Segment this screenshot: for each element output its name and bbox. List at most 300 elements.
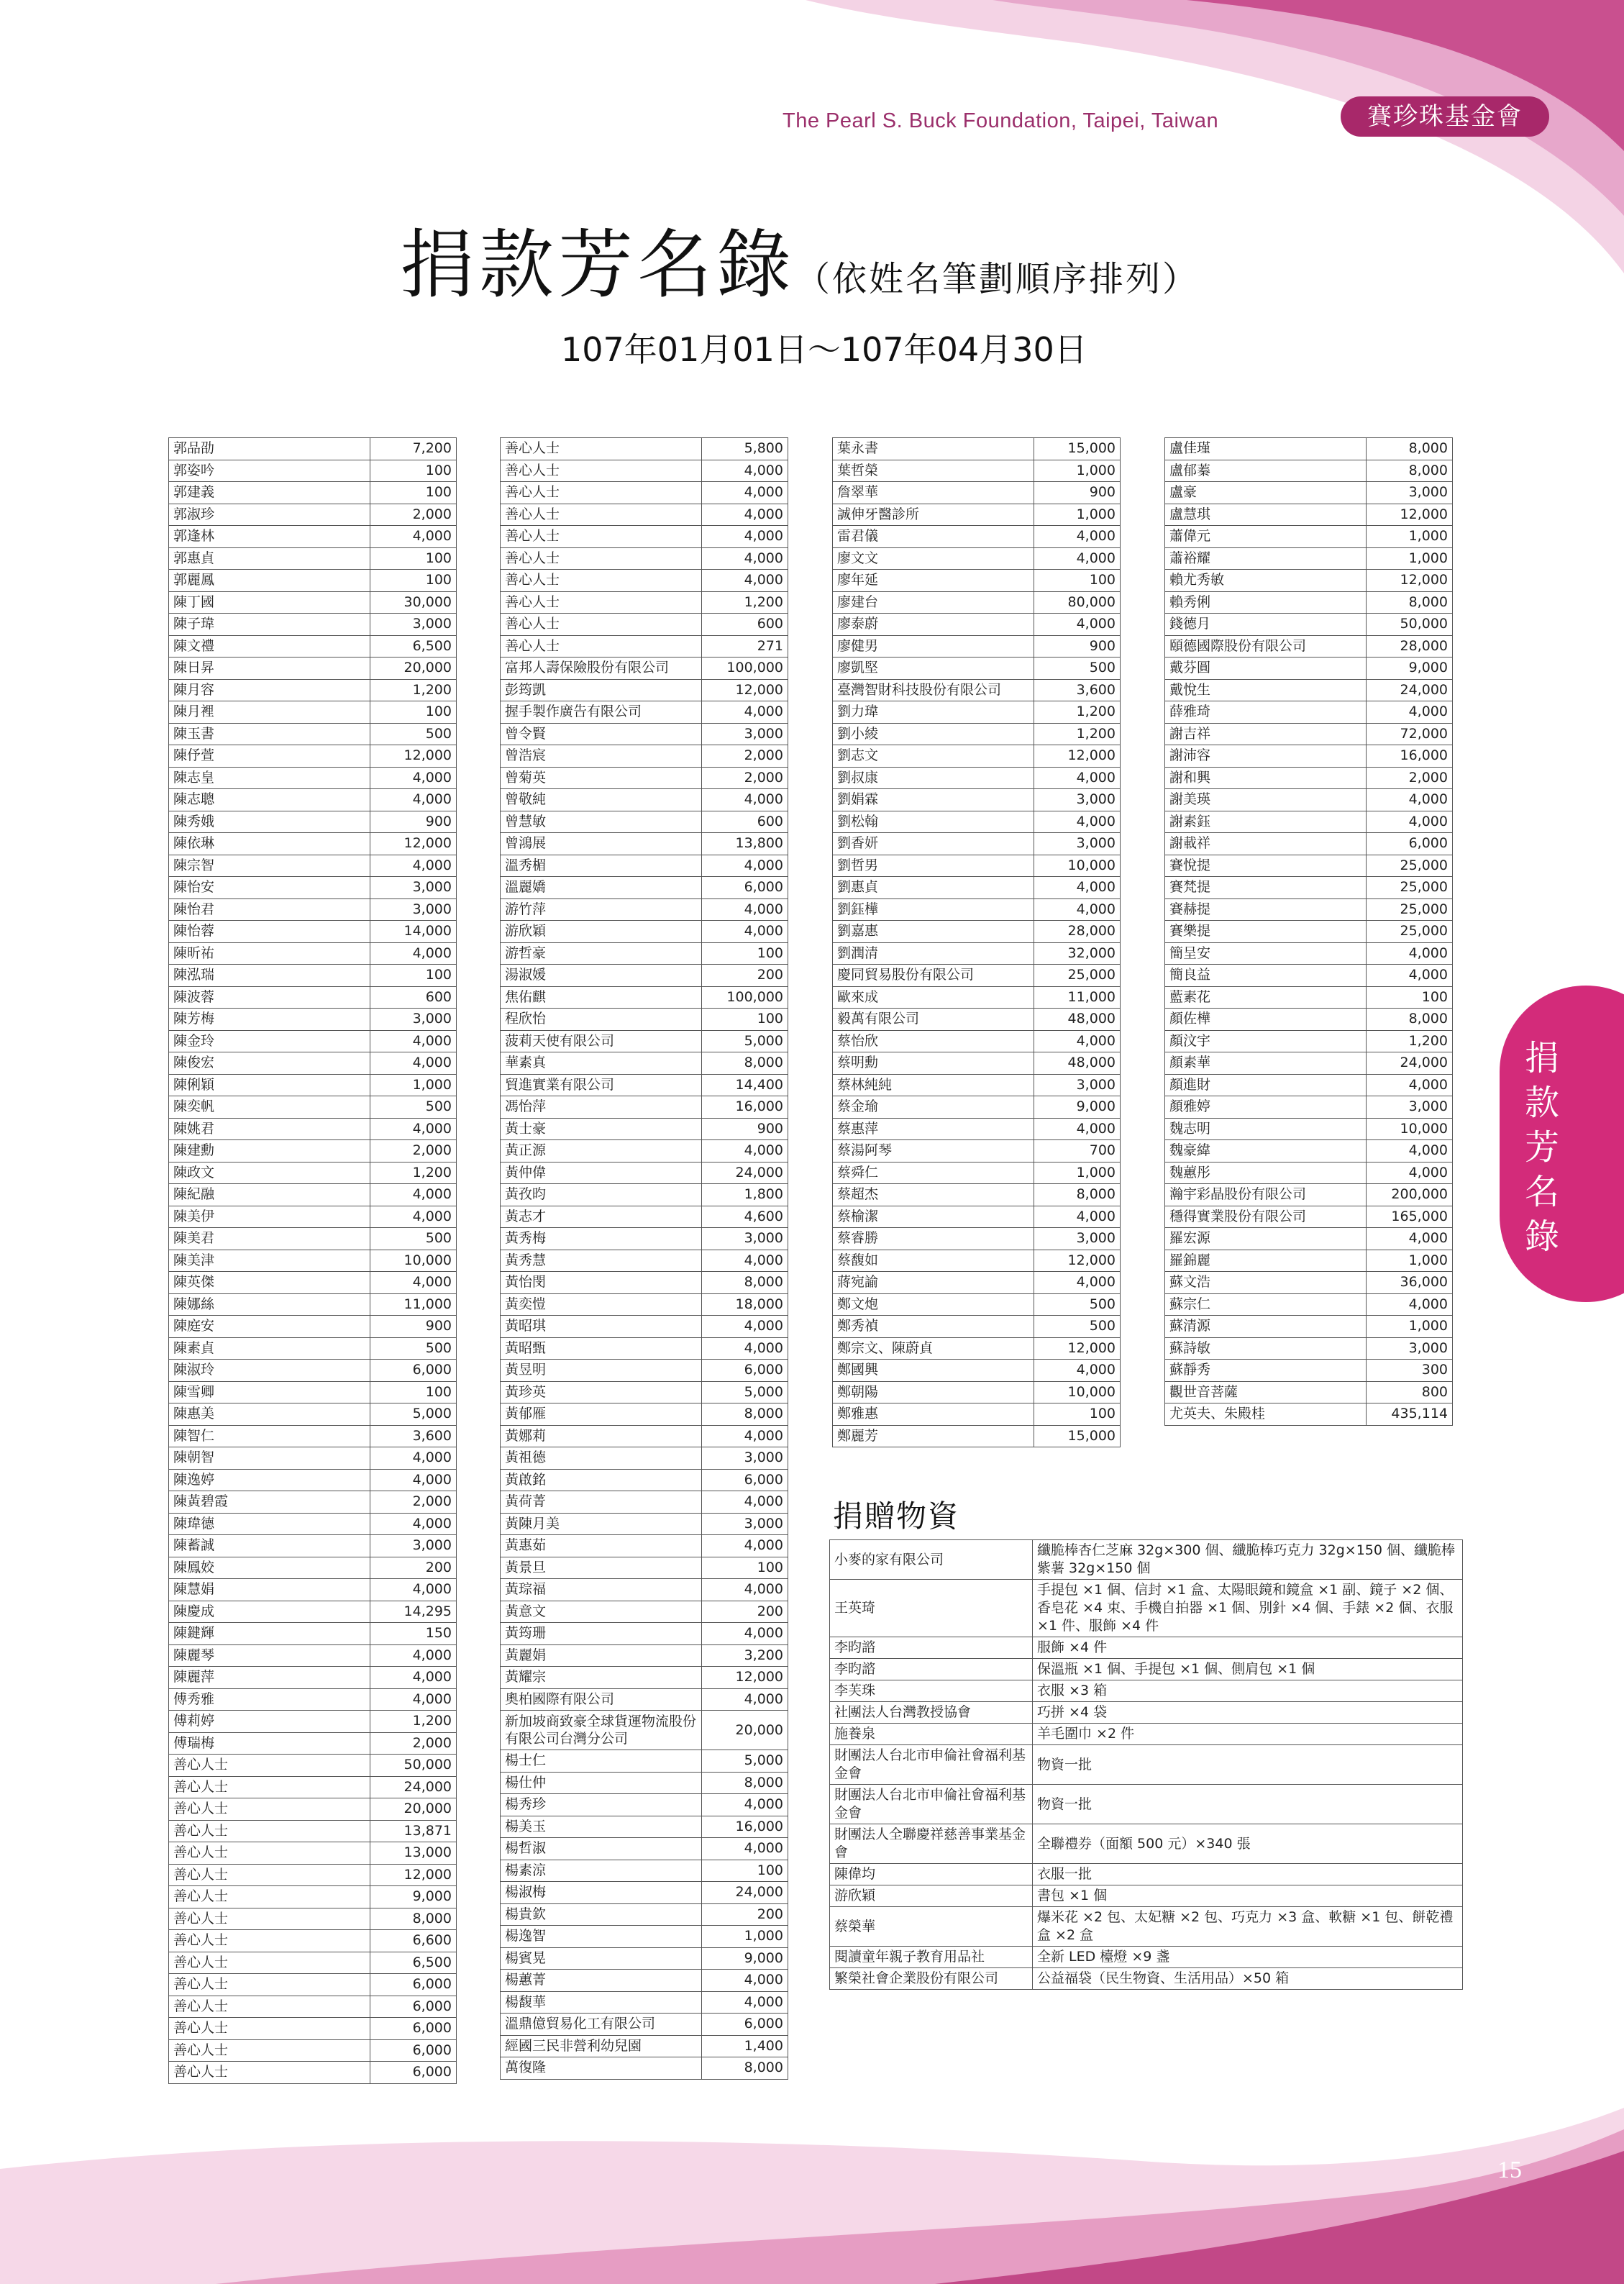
donation-amount: 4,000 xyxy=(370,1206,457,1228)
donation-amount: 6,000 xyxy=(370,2039,457,2062)
donor-row xyxy=(501,1425,788,1447)
donor-row xyxy=(169,1732,457,1755)
donation-amount: 4,000 xyxy=(1034,1030,1121,1052)
donor-name: 楊馥華 xyxy=(501,1991,702,2014)
donation-amount: 200 xyxy=(702,965,788,987)
goods-donor: 李芙珠 xyxy=(830,1680,1033,1702)
donation-amount: 3,000 xyxy=(370,1009,457,1031)
donation-amount: 4,000 xyxy=(370,767,457,789)
donor-name: 貿進實業有限公司 xyxy=(501,1074,702,1096)
donation-amount: 200 xyxy=(370,1557,457,1579)
donation-amount: 4,000 xyxy=(370,1688,457,1711)
donor-name: 黃秀慧 xyxy=(501,1250,702,1272)
donor-row xyxy=(501,1579,788,1601)
donation-amount: 8,000 xyxy=(1034,1184,1121,1206)
donor-row xyxy=(169,921,457,943)
donation-amount: 20,000 xyxy=(702,1711,788,1750)
donor-row xyxy=(1165,1184,1453,1206)
goods-items: 爆米花 ×2 包、太妃糖 ×2 包、巧克力 ×3 盒、軟糖 ×1 包、餅乾禮盒 ×2 盒 xyxy=(1033,1907,1463,1947)
donation-amount: 25,000 xyxy=(1367,898,1453,921)
donor-name: 黃琮福 xyxy=(501,1579,702,1601)
donor-row xyxy=(1165,1250,1453,1272)
donor-row xyxy=(1165,1316,1453,1338)
goods-row xyxy=(830,1907,1463,1947)
donor-row xyxy=(169,1974,457,1996)
donor-name: 黃正源 xyxy=(501,1140,702,1163)
donor-name: 菠莉天使有限公司 xyxy=(501,1030,702,1052)
donor-name: 郭逢林 xyxy=(169,526,370,548)
donor-name: 善心人士 xyxy=(501,591,702,614)
donor-name: 蔡明勳 xyxy=(833,1052,1034,1075)
donor-name: 賽悅提 xyxy=(1165,855,1367,877)
donation-amount: 100 xyxy=(702,1009,788,1031)
donor-row xyxy=(169,1864,457,1886)
donor-name: 黃意文 xyxy=(501,1601,702,1623)
donor-name: 陳志聰 xyxy=(169,789,370,811)
donation-amount: 14,000 xyxy=(370,921,457,943)
donor-name: 溫鼎億貿易化工有限公司 xyxy=(501,2014,702,2036)
donation-amount: 4,000 xyxy=(370,1513,457,1535)
donation-amount: 4,000 xyxy=(702,855,788,877)
donation-amount: 4,000 xyxy=(1367,1162,1453,1184)
donor-name: 誠伸牙醫診所 xyxy=(833,504,1034,526)
donor-name: 楊哲淑 xyxy=(501,1838,702,1860)
donation-amount: 100 xyxy=(702,1860,788,1882)
donor-row xyxy=(501,1947,788,1970)
donor-row xyxy=(833,1337,1121,1360)
donation-amount: 12,000 xyxy=(1367,504,1453,526)
donor-name: 善心人士 xyxy=(169,1755,370,1777)
donation-amount: 1,000 xyxy=(1034,504,1121,526)
donor-name: 陳怡君 xyxy=(169,898,370,921)
donor-name: 劉娟霖 xyxy=(833,789,1034,811)
donation-amount: 100 xyxy=(370,482,457,504)
donor-name: 黃筠珊 xyxy=(501,1623,702,1645)
donor-name: 陳瑋德 xyxy=(169,1513,370,1535)
donation-amount: 12,000 xyxy=(1034,1337,1121,1360)
donation-amount: 100 xyxy=(1034,1403,1121,1426)
donor-name: 握手製作廣告有限公司 xyxy=(501,701,702,724)
donation-amount: 4,000 xyxy=(1367,1074,1453,1096)
donation-amount: 4,000 xyxy=(370,789,457,811)
donor-name: 簡良益 xyxy=(1165,965,1367,987)
donor-name: 鄭文炮 xyxy=(833,1293,1034,1316)
donor-row xyxy=(1165,1272,1453,1294)
donor-name: 陳志皇 xyxy=(169,767,370,789)
donation-amount: 4,000 xyxy=(702,921,788,943)
donor-row xyxy=(1165,1206,1453,1228)
donor-row xyxy=(833,855,1121,877)
donor-row xyxy=(169,942,457,965)
donation-amount: 4,000 xyxy=(1367,965,1453,987)
donor-name: 楊貴欽 xyxy=(501,1903,702,1926)
donor-row xyxy=(169,1184,457,1206)
donor-name: 陳月裡 xyxy=(169,701,370,724)
donation-amount: 435,114 xyxy=(1367,1403,1453,1426)
donor-name: 盧豪 xyxy=(1165,482,1367,504)
donation-amount: 100 xyxy=(702,1557,788,1579)
donor-row xyxy=(1165,833,1453,855)
donor-name: 鄭國興 xyxy=(833,1360,1034,1382)
donation-amount: 15,000 xyxy=(1034,1425,1121,1447)
donor-name: 陳紀融 xyxy=(169,1184,370,1206)
donation-amount: 5,000 xyxy=(702,1381,788,1403)
donor-name: 陳月容 xyxy=(169,679,370,701)
donor-name: 顏進財 xyxy=(1165,1074,1367,1096)
donor-row xyxy=(169,460,457,482)
donor-name: 穩得實業股份有限公司 xyxy=(1165,1206,1367,1228)
donation-amount: 900 xyxy=(1034,482,1121,504)
donor-name: 謝素鈺 xyxy=(1165,811,1367,833)
donor-row xyxy=(501,1535,788,1557)
donor-row xyxy=(1165,1118,1453,1140)
donor-row xyxy=(169,438,457,460)
goods-donor: 游欣穎 xyxy=(830,1885,1033,1907)
donation-amount: 4,000 xyxy=(702,547,788,570)
donation-amount: 10,000 xyxy=(370,1250,457,1272)
donation-amount: 4,000 xyxy=(1367,1293,1453,1316)
donation-amount: 4,000 xyxy=(370,942,457,965)
donation-amount: 15,000 xyxy=(1034,438,1121,460)
goods-section-title: 捐贈物資 xyxy=(833,1498,960,1534)
donation-amount: 6,000 xyxy=(370,2062,457,2084)
donor-name: 蔡舜仁 xyxy=(833,1162,1034,1184)
donation-amount: 3,000 xyxy=(1367,482,1453,504)
donor-row xyxy=(1165,1140,1453,1163)
donor-name: 游竹萍 xyxy=(501,898,702,921)
donor-row xyxy=(1165,482,1453,504)
donor-name: 程欣怡 xyxy=(501,1009,702,1031)
donation-amount: 3,000 xyxy=(370,614,457,636)
donor-row xyxy=(501,547,788,570)
donor-name: 陳娜絲 xyxy=(169,1293,370,1316)
donor-name: 蔡林純純 xyxy=(833,1074,1034,1096)
donation-amount: 14,295 xyxy=(370,1601,457,1623)
donation-amount: 20,000 xyxy=(370,658,457,680)
donation-amount: 900 xyxy=(702,1118,788,1140)
donor-row xyxy=(169,1798,457,1821)
donation-amount: 3,600 xyxy=(370,1425,457,1447)
donor-row xyxy=(501,1337,788,1360)
donor-row xyxy=(169,723,457,745)
donation-amount: 4,000 xyxy=(702,1991,788,2014)
donor-name: 顏素華 xyxy=(1165,1052,1367,1075)
donor-row xyxy=(833,1381,1121,1403)
donor-name: 黃志才 xyxy=(501,1206,702,1228)
goods-items: 衣服一批 xyxy=(1033,1864,1463,1885)
donation-amount: 8,000 xyxy=(1367,438,1453,460)
donation-amount: 80,000 xyxy=(1034,591,1121,614)
donation-amount: 4,000 xyxy=(702,1337,788,1360)
donor-name: 華素真 xyxy=(501,1052,702,1075)
donation-amount: 4,000 xyxy=(1367,1228,1453,1250)
donation-amount: 4,000 xyxy=(370,1030,457,1052)
donation-amount: 3,000 xyxy=(1034,789,1121,811)
donation-amount: 100 xyxy=(1034,570,1121,592)
donation-amount: 600 xyxy=(370,986,457,1009)
goods-donor: 財團法人台北市申倫社會福利基金會 xyxy=(830,1745,1033,1785)
donor-row xyxy=(169,1491,457,1514)
donor-row xyxy=(833,701,1121,724)
goods-row xyxy=(830,1724,1463,1745)
donor-row xyxy=(501,1074,788,1096)
donor-name: 經國三民非營利幼兒園 xyxy=(501,2035,702,2057)
donor-row xyxy=(833,942,1121,965)
donation-amount: 8,000 xyxy=(702,2057,788,2080)
donor-name: 善心人士 xyxy=(169,2018,370,2040)
donor-row xyxy=(169,1820,457,1842)
donor-row xyxy=(501,1447,788,1470)
donation-amount: 28,000 xyxy=(1034,921,1121,943)
donation-amount: 14,400 xyxy=(702,1074,788,1096)
donor-name: 羅宏源 xyxy=(1165,1228,1367,1250)
donation-amount: 4,000 xyxy=(1034,877,1121,899)
donor-row xyxy=(169,1952,457,1974)
donation-amount: 1,000 xyxy=(1034,460,1121,482)
donor-row xyxy=(833,921,1121,943)
donation-amount: 24,000 xyxy=(702,1882,788,1904)
donor-name: 顏汶宇 xyxy=(1165,1030,1367,1052)
goods-items: 保溫瓶 ×1 個、手提包 ×1 個、側肩包 ×1 個 xyxy=(1033,1659,1463,1680)
donor-row xyxy=(833,789,1121,811)
donor-row xyxy=(1165,789,1453,811)
donor-name: 黃昱明 xyxy=(501,1360,702,1382)
donor-row xyxy=(169,1688,457,1711)
donor-row xyxy=(169,1996,457,2018)
donor-row xyxy=(169,504,457,526)
donation-amount: 3,000 xyxy=(702,1513,788,1535)
donor-row xyxy=(1165,898,1453,921)
donor-name: 蘇宗仁 xyxy=(1165,1293,1367,1316)
donor-name: 蔡榆潔 xyxy=(833,1206,1034,1228)
donor-name: 陳子瑋 xyxy=(169,614,370,636)
donation-amount: 4,000 xyxy=(1367,811,1453,833)
donor-name: 焦佑麒 xyxy=(501,986,702,1009)
donor-table-1 xyxy=(168,437,457,2084)
donor-table-2 xyxy=(500,437,788,2080)
donor-name: 劉力瑋 xyxy=(833,701,1034,724)
donor-table-4 xyxy=(1164,437,1453,1426)
donor-row xyxy=(169,1513,457,1535)
donor-row xyxy=(169,986,457,1009)
donor-name: 善心人士 xyxy=(501,438,702,460)
donor-name: 黃士豪 xyxy=(501,1118,702,1140)
donor-row xyxy=(1165,767,1453,789)
donor-row xyxy=(169,1579,457,1601)
donor-row xyxy=(833,570,1121,592)
donor-row xyxy=(169,789,457,811)
donor-row xyxy=(501,1096,788,1119)
donor-row xyxy=(1165,547,1453,570)
donor-name: 錢德月 xyxy=(1165,614,1367,636)
donor-name: 陳日昇 xyxy=(169,658,370,680)
donor-row xyxy=(501,1711,788,1750)
donor-row xyxy=(501,591,788,614)
donation-amount: 8,000 xyxy=(1367,591,1453,614)
donor-row xyxy=(501,1316,788,1338)
goods-donor: 蔡榮華 xyxy=(830,1907,1033,1947)
donation-amount: 16,000 xyxy=(702,1816,788,1838)
donor-name: 湯淑媛 xyxy=(501,965,702,987)
donor-name: 善心人士 xyxy=(169,1776,370,1798)
donor-name: 陳素貞 xyxy=(169,1337,370,1360)
donor-row xyxy=(501,1030,788,1052)
donor-row xyxy=(169,1469,457,1491)
donor-name: 溫麗嬌 xyxy=(501,877,702,899)
donor-name: 陳丁國 xyxy=(169,591,370,614)
donor-name: 曾鴻展 xyxy=(501,833,702,855)
donor-row xyxy=(169,1447,457,1470)
donation-amount: 100 xyxy=(370,701,457,724)
donor-name: 盧郁蓁 xyxy=(1165,460,1367,482)
donor-row xyxy=(1165,1337,1453,1360)
goods-row xyxy=(830,1540,1463,1580)
donation-amount: 12,000 xyxy=(370,833,457,855)
donation-amount: 13,800 xyxy=(702,833,788,855)
donor-row xyxy=(1165,460,1453,482)
donation-amount: 600 xyxy=(702,614,788,636)
donor-row xyxy=(501,1860,788,1882)
donor-name: 蔡金瑜 xyxy=(833,1096,1034,1119)
donor-row xyxy=(833,547,1121,570)
donation-amount: 1,800 xyxy=(702,1184,788,1206)
donor-name: 蔡超杰 xyxy=(833,1184,1034,1206)
donor-row xyxy=(501,1293,788,1316)
donation-amount: 100 xyxy=(370,570,457,592)
goods-donor: 李昀諮 xyxy=(830,1637,1033,1659)
goods-items: 巧拼 ×4 袋 xyxy=(1033,1702,1463,1724)
donor-row xyxy=(1165,570,1453,592)
goods-donor: 繁榮社會企業股份有限公司 xyxy=(830,1968,1033,1990)
donor-row xyxy=(169,1272,457,1294)
donor-name: 瀚宇彩晶股份有限公司 xyxy=(1165,1184,1367,1206)
donor-row xyxy=(169,591,457,614)
donation-amount: 3,000 xyxy=(702,723,788,745)
donor-row xyxy=(501,1360,788,1382)
goods-items: 纖脆棒杏仁芝麻 32g×300 個、纖脆棒巧克力 32g×150 個、纖脆棒紫薯 32g×150 個 xyxy=(1033,1540,1463,1580)
donor-row xyxy=(169,1030,457,1052)
donor-name: 黃奕愷 xyxy=(501,1293,702,1316)
donor-name: 陳姚君 xyxy=(169,1118,370,1140)
donation-amount: 4,000 xyxy=(370,526,457,548)
organization-badge: 賽珍珠基金會 xyxy=(1341,96,1549,137)
donation-amount: 100,000 xyxy=(702,986,788,1009)
donor-row xyxy=(169,614,457,636)
donor-name: 黃惠茹 xyxy=(501,1535,702,1557)
donor-name: 曾慧敏 xyxy=(501,811,702,833)
donation-amount: 13,000 xyxy=(370,1842,457,1865)
donor-name: 黃昭琪 xyxy=(501,1316,702,1338)
donor-name: 陳智仁 xyxy=(169,1425,370,1447)
side-tab-label: 捐款芳名錄 xyxy=(1524,1038,1559,1257)
donation-amount: 10,000 xyxy=(1367,1118,1453,1140)
donation-amount: 500 xyxy=(1034,1316,1121,1338)
donor-row xyxy=(169,877,457,899)
donor-row xyxy=(833,1052,1121,1075)
donation-amount: 4,000 xyxy=(702,460,788,482)
donor-row xyxy=(501,614,788,636)
donor-row xyxy=(501,1601,788,1623)
donor-row xyxy=(1165,591,1453,614)
donor-name: 善心人士 xyxy=(169,1842,370,1865)
donor-name: 羅錦麗 xyxy=(1165,1250,1367,1272)
donor-name: 善心人士 xyxy=(169,1886,370,1908)
donor-name: 黃郁雁 xyxy=(501,1403,702,1426)
donation-amount: 100,000 xyxy=(702,658,788,680)
donor-row xyxy=(169,833,457,855)
donation-amount: 3,000 xyxy=(702,1447,788,1470)
donation-amount: 12,000 xyxy=(370,1864,457,1886)
donation-amount: 4,000 xyxy=(1034,1360,1121,1382)
donor-name: 簡呈安 xyxy=(1165,942,1367,965)
donation-amount: 25,000 xyxy=(1034,965,1121,987)
donation-amount: 8,000 xyxy=(702,1403,788,1426)
donor-name: 郭淑珍 xyxy=(169,504,370,526)
donation-amount: 4,000 xyxy=(702,504,788,526)
donation-amount: 100 xyxy=(370,965,457,987)
donor-row xyxy=(501,877,788,899)
donor-name: 毅萬有限公司 xyxy=(833,1009,1034,1031)
donation-amount: 500 xyxy=(370,1337,457,1360)
donor-name: 楊素涼 xyxy=(501,1860,702,1882)
donation-amount: 300 xyxy=(1367,1360,1453,1382)
donor-name: 謝載祥 xyxy=(1165,833,1367,855)
donor-name: 蘇靜秀 xyxy=(1165,1360,1367,1382)
donor-row xyxy=(169,1337,457,1360)
donor-name: 曾令賢 xyxy=(501,723,702,745)
donor-name: 黃啟銘 xyxy=(501,1469,702,1491)
donation-amount: 13,871 xyxy=(370,1820,457,1842)
donation-amount: 4,000 xyxy=(370,1052,457,1075)
goods-row xyxy=(830,1885,1463,1907)
donor-row xyxy=(501,658,788,680)
donor-name: 善心人士 xyxy=(501,504,702,526)
donor-row xyxy=(833,1009,1121,1031)
donor-name: 善心人士 xyxy=(501,460,702,482)
donor-name: 臺灣智財科技股份有限公司 xyxy=(833,679,1034,701)
donation-amount: 4,000 xyxy=(1034,614,1121,636)
donor-row xyxy=(169,1644,457,1667)
donor-name: 黃祖德 xyxy=(501,1447,702,1470)
donor-name: 善心人士 xyxy=(169,1930,370,1952)
donation-amount: 1,200 xyxy=(370,679,457,701)
donor-name: 楊美玉 xyxy=(501,1816,702,1838)
donor-row xyxy=(501,1926,788,1948)
donor-row xyxy=(833,1074,1121,1096)
donation-amount: 4,000 xyxy=(370,1184,457,1206)
donation-amount: 3,000 xyxy=(1367,1096,1453,1119)
donor-name: 劉志文 xyxy=(833,745,1034,768)
donor-row xyxy=(169,1886,457,1908)
donor-row xyxy=(169,1425,457,1447)
donor-name: 劉小綾 xyxy=(833,723,1034,745)
donor-row xyxy=(1165,1162,1453,1184)
donor-name: 萬復隆 xyxy=(501,2057,702,2080)
donation-amount: 4,000 xyxy=(1367,1140,1453,1163)
donation-amount: 4,000 xyxy=(702,1688,788,1711)
donor-name: 盧慧琪 xyxy=(1165,504,1367,526)
donation-amount: 800 xyxy=(1367,1381,1453,1403)
donor-row xyxy=(169,570,457,592)
donation-amount: 600 xyxy=(702,811,788,833)
donation-amount: 150 xyxy=(370,1623,457,1645)
donation-amount: 4,000 xyxy=(1034,1272,1121,1294)
donation-amount: 200,000 xyxy=(1367,1184,1453,1206)
donor-row xyxy=(501,1118,788,1140)
goods-row xyxy=(830,1968,1463,1990)
donor-name: 善心人士 xyxy=(501,547,702,570)
donor-name: 陳黃碧霞 xyxy=(169,1491,370,1514)
